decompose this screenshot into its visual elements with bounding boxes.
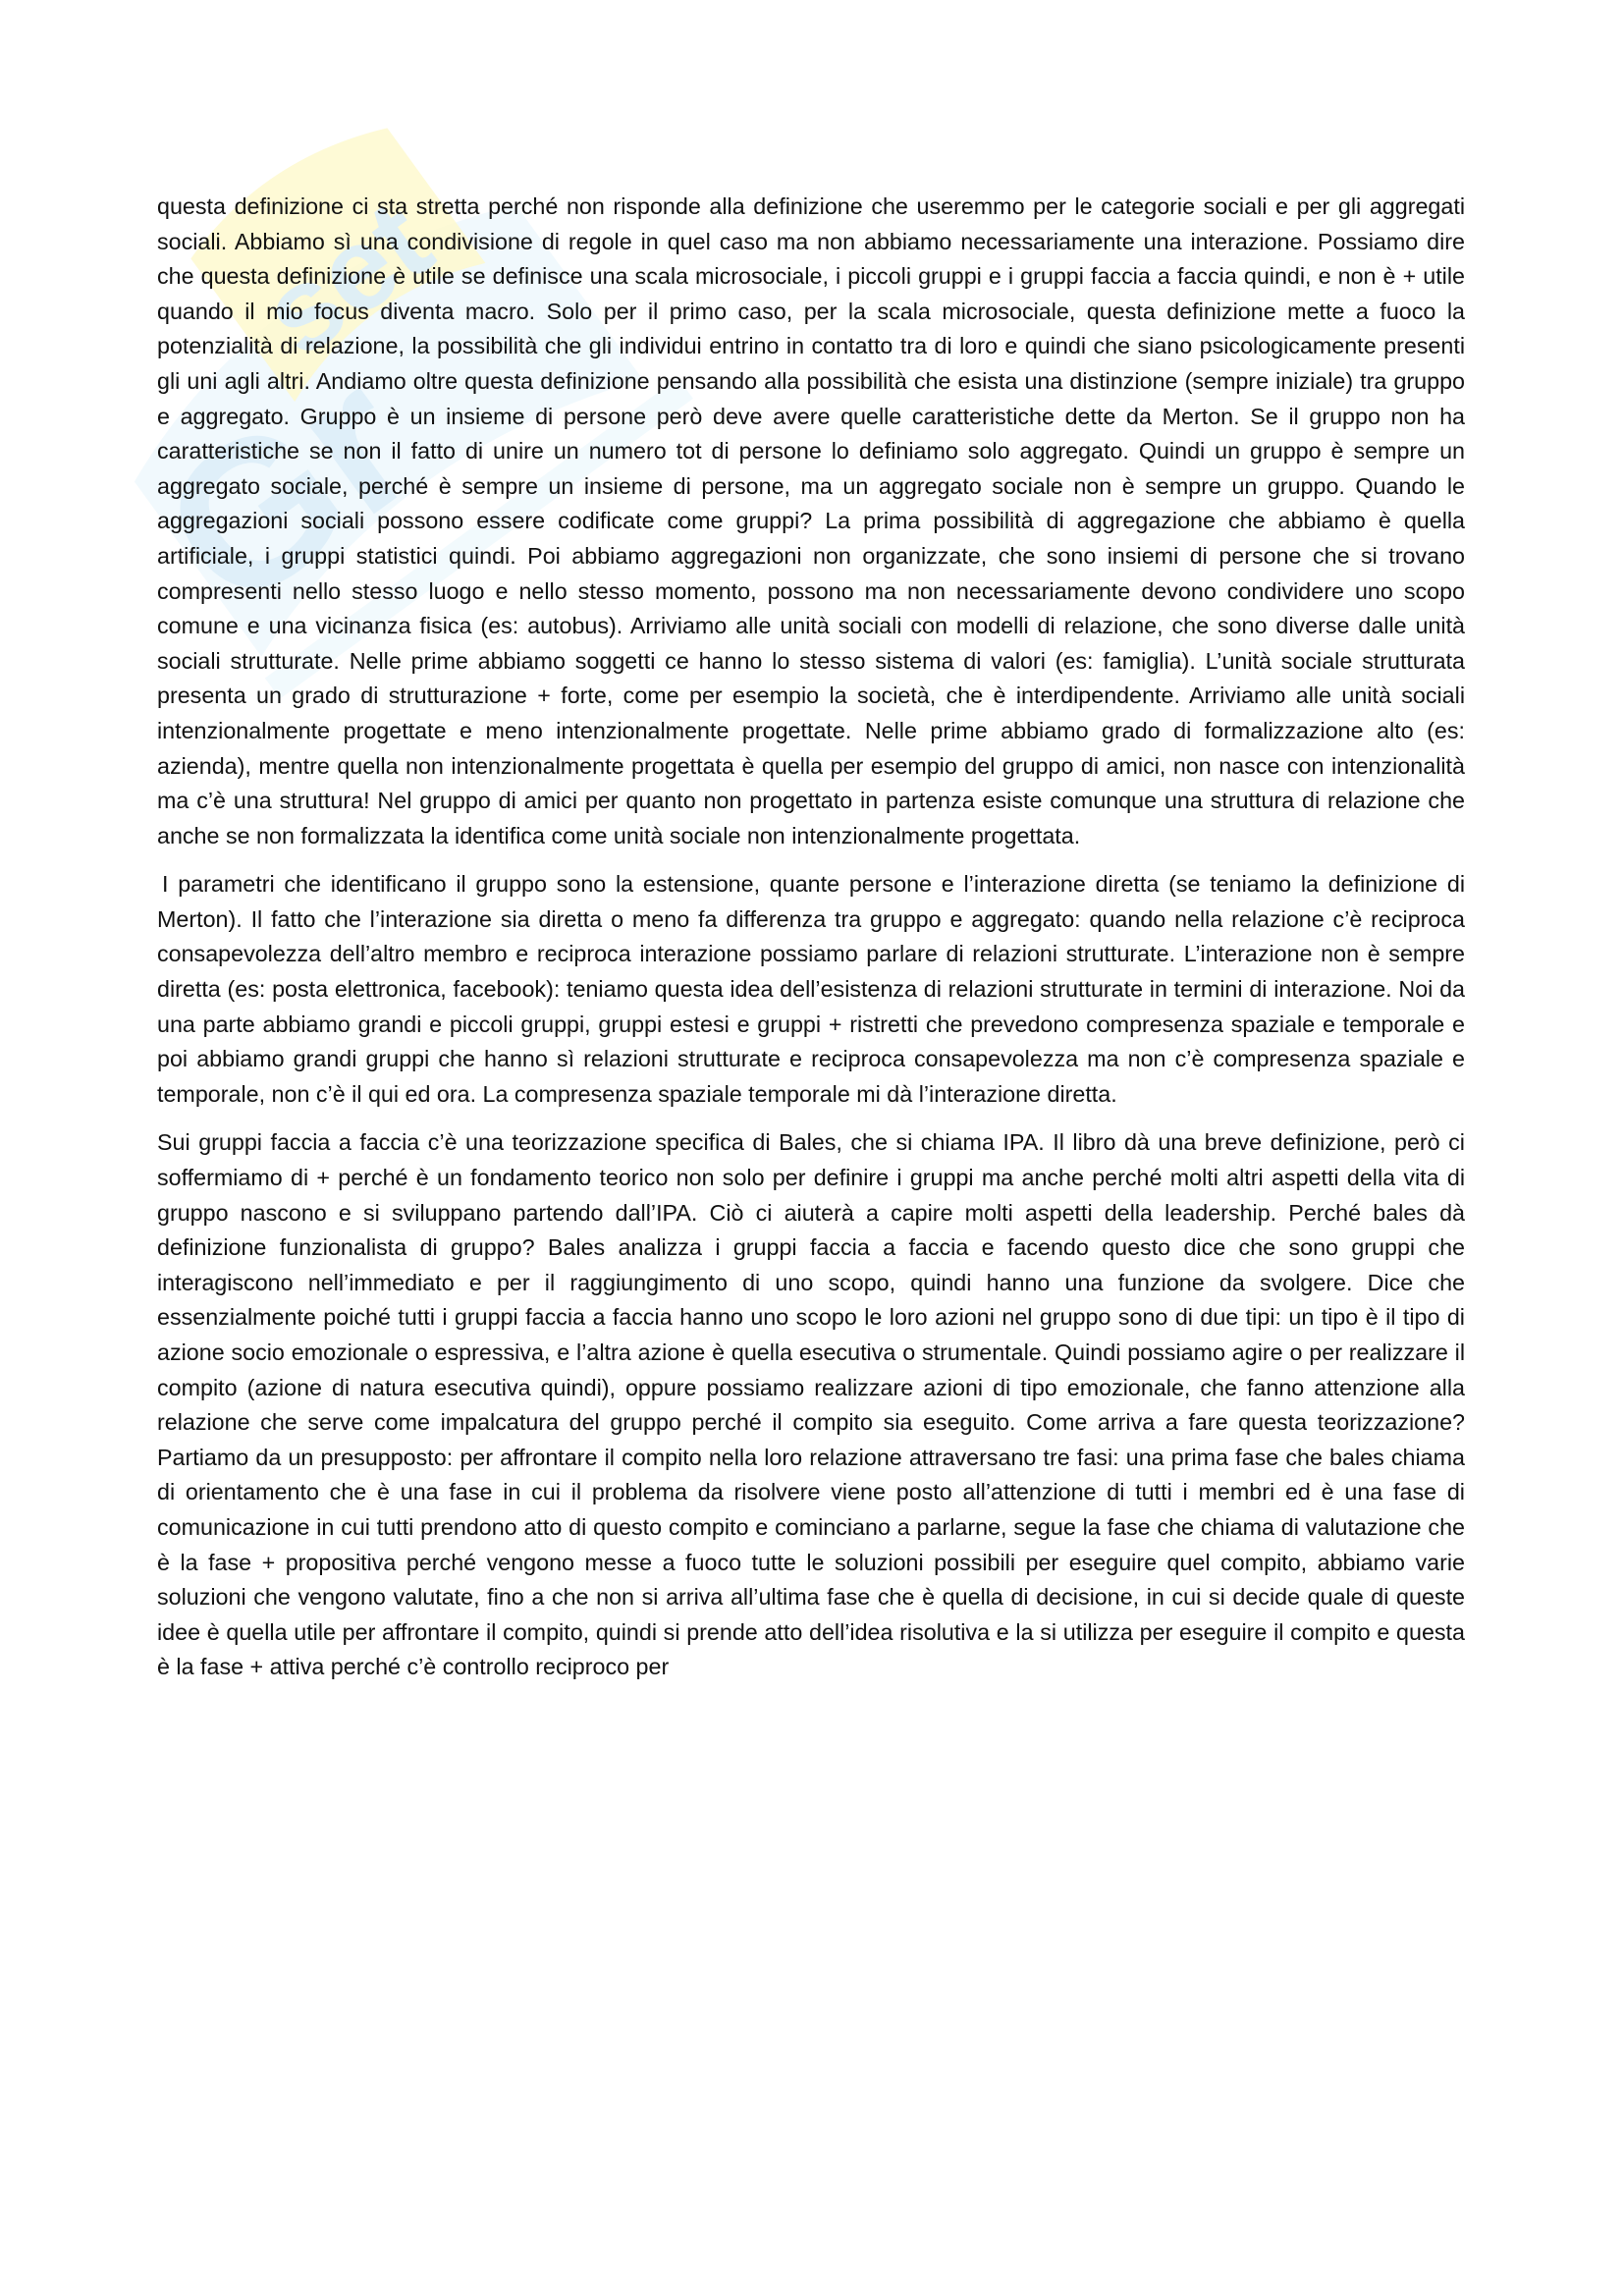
svg-text:set: set [239,174,455,382]
paragraph-2: I parametri che identificano il gruppo sono la estensione, quante persone e l’interazione diretta (se teniamo la definizione di Merton). Il fatto che l’interazione sia diretta o meno fa differenza tra gruppo e aggregato: quando nella relazione c’è reciproca consapevolezza dell’altro membro e reciproca interazione possiamo parlare di relazioni strutturate. L’interazione non è sempre diretta (es: posta elettronica, facebook): teniamo questa idea dell’esistenza di relazioni strutturate in termini di interazione. Noi da una parte abbiamo grandi e piccoli gruppi, gruppi estesi e gruppi + ristretti che prevedono compresenza spaziale e temporale e poi abbiamo grandi gruppi che hanno sì relazioni strutturate e reciproca consapevolezza ma non c’è compresenza spaziale e temporale, non c’è il qui ed ora. La compresenza spaziale temporale mi dà l’interazione diretta. [157,871,1465,1107]
document-body [157,190,1465,1685]
paragraph-3: Sui gruppi faccia a faccia c’è una teorizzazione specifica di Bales, che si chiama IPA. Il libro dà una breve definizione, però ci soffermiamo di + perché è un fondamento teorico non solo per definire i gruppi ma anche perché molti altri aspetti della vita di gruppo nascono e si sviluppano partendo dall’IPA. Ciò ci aiuterà a capire molti aspetti della leadership. Perché bales dà definizione funzionalista di gruppo? Bales analizza i gruppi faccia a faccia e facendo questo dice che sono gruppi che interagiscono nell’immediato e per il raggiungimento di uno scopo, quindi hanno una funzione da svolgere. Dice che essenzialmente poiché tutti i gruppi faccia a faccia hanno uno scopo le loro azioni nel gruppo sono di due tipi: un tipo è il tipo di azione socio emozionale o espressiva, e l’altra azione è quella esecutiva o strumentale. Quindi possiamo agire o per realizzare il compito (azione di natura esecutiva quindi), oppure possiamo realizzare azioni di tipo emozionale, che fanno attenzione alla relazione che serve come impalcatura del gruppo perché il compito sia eseguito. Come arriva a fare questa teorizzazione? Partiamo da un presupposto: per affrontare il compito nella loro relazione attraversano tre fasi: una prima fase che bales chiama di orientamento che è una fase in cui il problema da risolvere viene posto all’attenzione di tutti i membri ed è una fase di comunicazione in cui tutti prendono atto di questo compito e cominciano a parlarne, segue la fase che chiama di valutazione che è la fase + propositiva perché vengono messe a fuoco tutte le soluzioni possibili per eseguire quel compito, abbiamo varie soluzioni che vengono valutate, fino a che non si arriva all’ultima fase che è quella di decisione, in cui si decide quale di queste idee è quella utile per affrontare il compito, quindi si prende atto dell’idea risolutiva e la si utilizza per eseguire il compito e questa è la fase + attiva perché c’è controllo reciproco per [157,1129,1465,1680]
paragraph-1: questa definizione ci sta stretta perché non risponde alla definizione che useremmo per le categorie sociali e per gli aggregati sociali. Abbiamo sì una condivisione di regole in quel caso ma non abbiamo necessariamente una interazione. Possiamo dire che questa definizione è utile se definisce una scala microsociale, i piccoli gruppi e i gruppi faccia a faccia quindi, e non è + utile quando il mio focus diventa macro. Solo per il primo caso, per la scala microsociale, questa definizione mette a fuoco la potenzialità di relazione, la possibilità che gli individui entrino in contatto tra di loro e quindi che siano psicologicamente presenti gli uni agli altri. Andiamo oltre questa definizione pensando alla possibilità che esista una distinzione (sempre iniziale) tra gruppo e aggregato. Gruppo è un insieme di persone però deve avere quelle caratteristiche dette da Merton. Se il gruppo non ha caratteristiche se non il fatto di unire un numero tot di persone lo definiamo solo aggregato. Quindi un gruppo è sempre un aggregato sociale, perché è sempre un insieme di persone, ma un aggregato sociale non è sempre un gruppo. Quando le aggregazioni sociali possono essere codificate come gruppi? La prima possibilità di aggregazione che abbiamo è quella artificiale, i gruppi statistici quindi. Poi abbiamo aggregazioni non organizzate, che sono insiemi di persone che si trovano compresenti nello stesso luogo e nello stesso momento, possono ma non necessariamente devono condividere uno scopo comune e una vicinanza fisica (es: autobus). Arriviamo alle unità sociali con modelli di relazione, che sono diverse dalle unità sociali strutturate. Nelle prime abbiamo soggetti ce hanno lo stesso sistema di valori (es: famiglia). L’unità sociale strutturata presenta un grado di strutturazione + forte, come per esempio la società, che è interdipendente. Arriviamo alle unità sociali intenzionalmente progettate e meno intenzionalmente progettate. Nelle prime abbiamo grado di formalizzazione alto (es: azienda), mentre quella non intenzionalmente progettata è quella per esempio del gruppo di amici, non nasce con intenzionalità ma c’è una struttura! Nel gruppo di amici per quanto non progettato in partenza esiste comunque una struttura di relazione che anche se non formalizzata la identifica come unità sociale non intenzionalmente progettata. [157,193,1465,848]
svg-text:Gr: Gr [123,324,454,653]
